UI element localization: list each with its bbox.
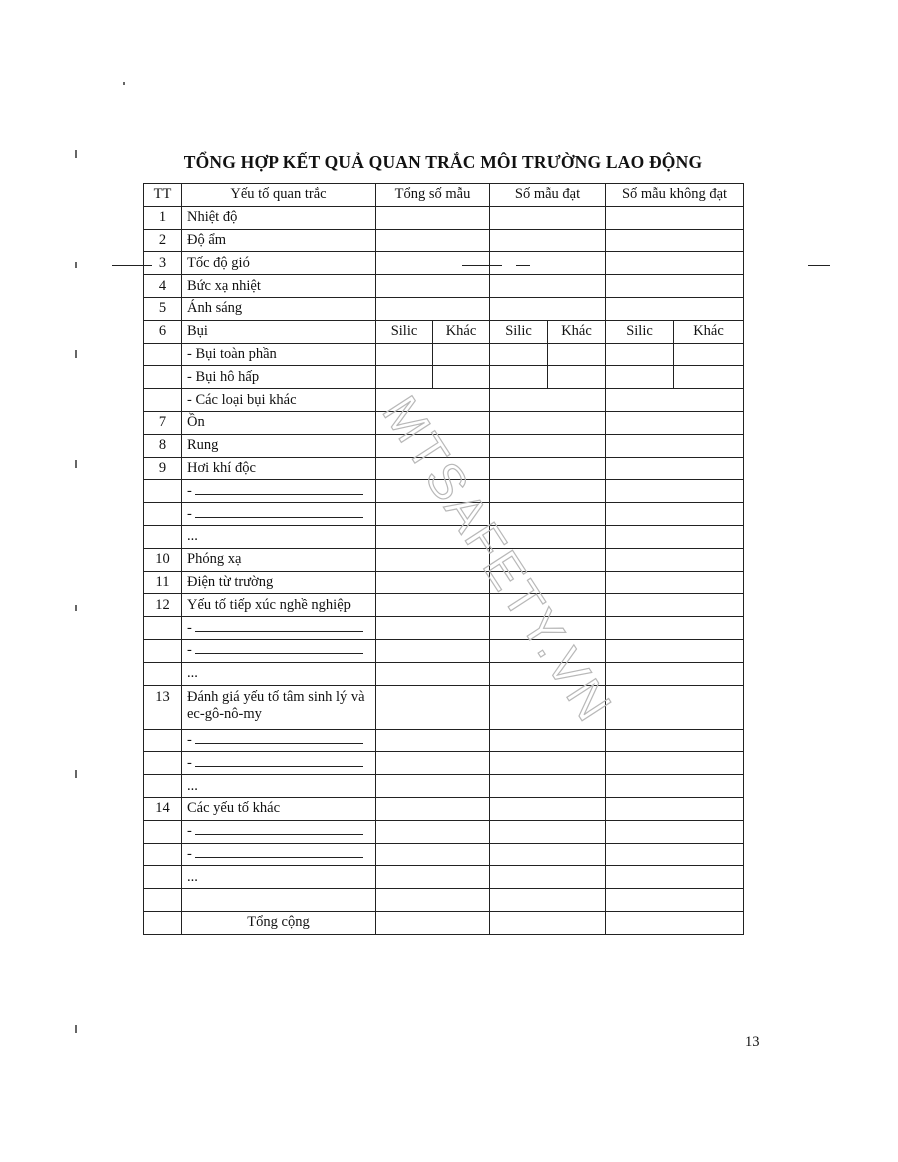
- watermark: MTSAFETY.VN: [371, 386, 624, 733]
- data-cell[interactable]: [606, 729, 744, 752]
- row-factor: Ồn: [182, 411, 376, 434]
- scan-dot: [123, 82, 125, 85]
- scan-dot: [75, 605, 77, 611]
- scan-mark: [112, 265, 152, 266]
- row-factor: Đánh giá yếu tố tâm sinh lý và ec-gô-nô-my: [182, 685, 376, 729]
- table-row: [144, 820, 744, 843]
- table-row: [144, 866, 744, 889]
- form-title: TỔNG HỢP KẾT QUẢ QUAN TRẮC MÔI TRƯỜNG LAO ĐỘNG: [183, 152, 703, 172]
- row-number: [144, 820, 182, 843]
- table-row: [144, 297, 744, 320]
- data-cell[interactable]: [376, 389, 490, 412]
- table-row: [144, 775, 744, 798]
- dust-subheader-silic: Silic: [376, 320, 433, 343]
- scan-mark: [516, 265, 530, 266]
- row-number: [144, 389, 182, 412]
- data-cell[interactable]: [606, 297, 744, 320]
- data-cell[interactable]: [606, 775, 744, 798]
- data-cell[interactable]: [490, 843, 606, 866]
- header-total-samples: Tổng số mẫu: [376, 184, 490, 207]
- row-number: 13: [144, 685, 182, 729]
- data-cell[interactable]: [606, 617, 744, 640]
- total-passed-cell[interactable]: [490, 911, 606, 934]
- data-cell[interactable]: [606, 480, 744, 503]
- row-factor: [182, 617, 376, 640]
- data-cell[interactable]: [490, 457, 606, 480]
- row-number: [144, 480, 182, 503]
- data-cell[interactable]: [606, 457, 744, 480]
- data-cell[interactable]: [376, 206, 490, 229]
- table-row: [144, 480, 744, 503]
- row-number: 1: [144, 206, 182, 229]
- row-factor: Độ ẩm: [182, 229, 376, 252]
- data-cell[interactable]: [606, 343, 674, 366]
- data-cell[interactable]: [490, 434, 606, 457]
- table-row: [144, 366, 744, 389]
- data-cell[interactable]: [490, 229, 606, 252]
- data-cell[interactable]: [490, 797, 606, 820]
- data-cell[interactable]: [433, 343, 490, 366]
- data-cell[interactable]: [376, 275, 490, 298]
- table-row: [144, 457, 744, 480]
- table-row: [144, 752, 744, 775]
- row-factor: Điện từ trường: [182, 571, 376, 594]
- table-row: [144, 594, 744, 617]
- row-number: 5: [144, 297, 182, 320]
- row-number: [144, 775, 182, 798]
- row-factor: ...: [182, 866, 376, 889]
- row-number: 12: [144, 594, 182, 617]
- row-factor: ...: [182, 775, 376, 798]
- scan-dot: [75, 350, 77, 358]
- table-row: [144, 503, 744, 526]
- data-cell[interactable]: [490, 343, 548, 366]
- data-cell[interactable]: [606, 389, 744, 412]
- data-cell[interactable]: [376, 297, 490, 320]
- row-number: 6: [144, 320, 182, 343]
- data-cell[interactable]: [490, 594, 606, 617]
- header-failed-samples: Số mẫu không đạt: [606, 184, 744, 207]
- row-factor: [182, 889, 376, 912]
- data-cell[interactable]: [376, 252, 490, 275]
- fill-in-line[interactable]: [195, 823, 363, 835]
- row-number: [144, 866, 182, 889]
- data-cell[interactable]: [606, 434, 744, 457]
- dust-subheader-silic: Silic: [490, 320, 548, 343]
- row-number: [144, 843, 182, 866]
- row-factor: Bụi: [182, 320, 376, 343]
- row-number: 2: [144, 229, 182, 252]
- data-cell[interactable]: [376, 229, 490, 252]
- data-cell[interactable]: [606, 797, 744, 820]
- row-factor-dash: -: [187, 505, 192, 522]
- page-number: 13: [745, 1034, 760, 1050]
- scan-dot: [75, 150, 77, 158]
- dust-subheader-other: Khác: [674, 320, 744, 343]
- data-cell[interactable]: [376, 797, 490, 820]
- row-number: [144, 889, 182, 912]
- data-cell[interactable]: [606, 571, 744, 594]
- row-factor: [182, 480, 376, 503]
- row-factor: [182, 503, 376, 526]
- data-cell[interactable]: [490, 685, 606, 729]
- data-cell[interactable]: [606, 866, 744, 889]
- data-cell[interactable]: [606, 843, 744, 866]
- row-factor: - Bụi toàn phần: [182, 343, 376, 366]
- fill-in-line[interactable]: [195, 846, 363, 858]
- data-cell[interactable]: [376, 594, 490, 617]
- table-row: [144, 343, 744, 366]
- table-header-row: [144, 184, 744, 207]
- header-factor: Yếu tố quan trắc: [182, 184, 376, 207]
- row-factor: Nhiệt độ: [182, 206, 376, 229]
- fill-in-line[interactable]: [195, 732, 363, 744]
- table-row: [144, 389, 744, 412]
- row-factor-dash: -: [187, 823, 192, 840]
- row-number: [144, 662, 182, 685]
- data-cell[interactable]: [606, 252, 744, 275]
- row-number: 9: [144, 457, 182, 480]
- table-row: [144, 434, 744, 457]
- data-cell[interactable]: [606, 752, 744, 775]
- data-cell[interactable]: [376, 525, 490, 548]
- total-label: Tổng cộng: [182, 911, 376, 934]
- data-cell[interactable]: [490, 752, 606, 775]
- row-factor-dash: -: [187, 642, 192, 659]
- data-cell[interactable]: [376, 434, 490, 457]
- data-cell[interactable]: [376, 662, 490, 685]
- row-factor: Tốc độ gió: [182, 252, 376, 275]
- row-factor: [182, 843, 376, 866]
- data-cell[interactable]: [376, 571, 490, 594]
- data-cell[interactable]: [490, 571, 606, 594]
- row-factor: Các yếu tố khác: [182, 797, 376, 820]
- dust-subheader-silic: Silic: [606, 320, 674, 343]
- data-cell[interactable]: [606, 366, 674, 389]
- data-cell[interactable]: [490, 525, 606, 548]
- data-cell[interactable]: [490, 662, 606, 685]
- row-factor: Yếu tố tiếp xúc nghề nghiệp: [182, 594, 376, 617]
- data-cell[interactable]: [606, 820, 744, 843]
- row-factor: ...: [182, 662, 376, 685]
- data-cell[interactable]: [490, 366, 548, 389]
- data-cell[interactable]: [548, 366, 606, 389]
- total-samples-cell[interactable]: [376, 911, 490, 934]
- data-cell[interactable]: [490, 252, 606, 275]
- table-row: [144, 685, 744, 729]
- data-cell[interactable]: [376, 752, 490, 775]
- row-number: [144, 343, 182, 366]
- data-cell[interactable]: [490, 617, 606, 640]
- row-factor: - Bụi hô hấp: [182, 366, 376, 389]
- row-factor: Rung: [182, 434, 376, 457]
- data-cell[interactable]: [376, 889, 490, 912]
- header-passed-samples: Số mẫu đạt: [490, 184, 606, 207]
- data-cell[interactable]: [606, 548, 744, 571]
- row-number: [144, 639, 182, 662]
- data-cell[interactable]: [376, 411, 490, 434]
- table-row: [144, 206, 744, 229]
- data-cell[interactable]: [490, 411, 606, 434]
- row-factor: - Các loại bụi khác: [182, 389, 376, 412]
- fill-in-line[interactable]: [195, 642, 363, 654]
- data-cell[interactable]: [376, 617, 490, 640]
- table-row: [144, 320, 744, 343]
- scan-mark: [808, 265, 830, 266]
- fill-in-line[interactable]: [195, 755, 363, 767]
- scan-dot: [75, 1025, 77, 1033]
- data-cell[interactable]: [606, 889, 744, 912]
- data-cell[interactable]: [490, 729, 606, 752]
- table-row: [144, 252, 744, 275]
- data-cell[interactable]: [606, 411, 744, 434]
- row-number: 3: [144, 252, 182, 275]
- monitoring-summary-table: [143, 183, 744, 935]
- data-cell[interactable]: [490, 275, 606, 298]
- table-row: [144, 843, 744, 866]
- data-cell[interactable]: [606, 594, 744, 617]
- data-cell[interactable]: [606, 275, 744, 298]
- row-number: [144, 525, 182, 548]
- scan-mark: [462, 265, 502, 266]
- table-row: [144, 229, 744, 252]
- table-row: [144, 275, 744, 298]
- row-factor-dash: -: [187, 619, 192, 636]
- data-cell[interactable]: [376, 457, 490, 480]
- data-cell[interactable]: [490, 820, 606, 843]
- data-cell[interactable]: [606, 662, 744, 685]
- row-factor: [182, 820, 376, 843]
- table-row: [144, 797, 744, 820]
- row-factor: Ánh sáng: [182, 297, 376, 320]
- data-cell[interactable]: [376, 775, 490, 798]
- row-number: [144, 752, 182, 775]
- data-cell[interactable]: [376, 820, 490, 843]
- header-tt: TT: [144, 184, 182, 207]
- fill-in-line[interactable]: [195, 483, 363, 495]
- row-number: 14: [144, 797, 182, 820]
- row-number: 10: [144, 548, 182, 571]
- row-factor: Hơi khí độc: [182, 457, 376, 480]
- data-cell[interactable]: [490, 503, 606, 526]
- table-row: [144, 411, 744, 434]
- data-cell[interactable]: [490, 206, 606, 229]
- row-number: 8: [144, 434, 182, 457]
- fill-in-line[interactable]: [195, 620, 363, 632]
- data-cell[interactable]: [490, 389, 606, 412]
- data-cell[interactable]: [606, 206, 744, 229]
- data-cell[interactable]: [606, 503, 744, 526]
- data-cell[interactable]: [376, 843, 490, 866]
- row-factor-dash: -: [187, 482, 192, 499]
- row-factor-dash: -: [187, 731, 192, 748]
- row-number: 7: [144, 411, 182, 434]
- total-failed-cell[interactable]: [606, 911, 744, 934]
- table-row: [144, 662, 744, 685]
- table-row: [144, 571, 744, 594]
- data-cell[interactable]: [606, 685, 744, 729]
- data-cell[interactable]: [490, 639, 606, 662]
- table-row: [144, 729, 744, 752]
- row-number: 4: [144, 275, 182, 298]
- data-cell[interactable]: [433, 366, 490, 389]
- row-factor: Bức xạ nhiệt: [182, 275, 376, 298]
- data-cell[interactable]: [376, 366, 433, 389]
- data-cell[interactable]: [490, 866, 606, 889]
- data-cell[interactable]: [490, 297, 606, 320]
- total-row: [144, 911, 744, 934]
- row-factor-dash: -: [187, 754, 192, 771]
- table-row: [144, 889, 744, 912]
- table-row: [144, 639, 744, 662]
- data-cell[interactable]: [490, 548, 606, 571]
- data-cell[interactable]: [606, 639, 744, 662]
- data-cell[interactable]: [674, 366, 744, 389]
- fill-in-line[interactable]: [195, 506, 363, 518]
- row-factor: Phóng xạ: [182, 548, 376, 571]
- row-factor: [182, 752, 376, 775]
- data-cell[interactable]: [376, 685, 490, 729]
- data-cell[interactable]: [376, 503, 490, 526]
- scan-dot: [75, 262, 77, 268]
- data-cell[interactable]: [376, 548, 490, 571]
- table-row: [144, 548, 744, 571]
- row-number: [144, 366, 182, 389]
- dust-subheader-other: Khác: [433, 320, 490, 343]
- data-cell[interactable]: [606, 525, 744, 548]
- table-row: [144, 525, 744, 548]
- data-cell[interactable]: [548, 343, 606, 366]
- data-cell[interactable]: [490, 889, 606, 912]
- data-cell[interactable]: [376, 639, 490, 662]
- scan-dot: [75, 460, 77, 468]
- row-number: [144, 503, 182, 526]
- scan-dot: [75, 770, 77, 778]
- dust-subheader-other: Khác: [548, 320, 606, 343]
- row-factor: [182, 729, 376, 752]
- data-cell[interactable]: [490, 480, 606, 503]
- data-cell[interactable]: [376, 343, 433, 366]
- row-factor: [182, 639, 376, 662]
- data-cell[interactable]: [376, 729, 490, 752]
- data-cell[interactable]: [490, 775, 606, 798]
- row-factor: ...: [182, 525, 376, 548]
- data-cell[interactable]: [376, 480, 490, 503]
- data-cell[interactable]: [606, 229, 744, 252]
- row-number: [144, 729, 182, 752]
- table-row: [144, 617, 744, 640]
- row-factor-dash: -: [187, 845, 192, 862]
- row-number: 11: [144, 571, 182, 594]
- data-cell[interactable]: [674, 343, 744, 366]
- row-number: [144, 617, 182, 640]
- data-cell[interactable]: [376, 866, 490, 889]
